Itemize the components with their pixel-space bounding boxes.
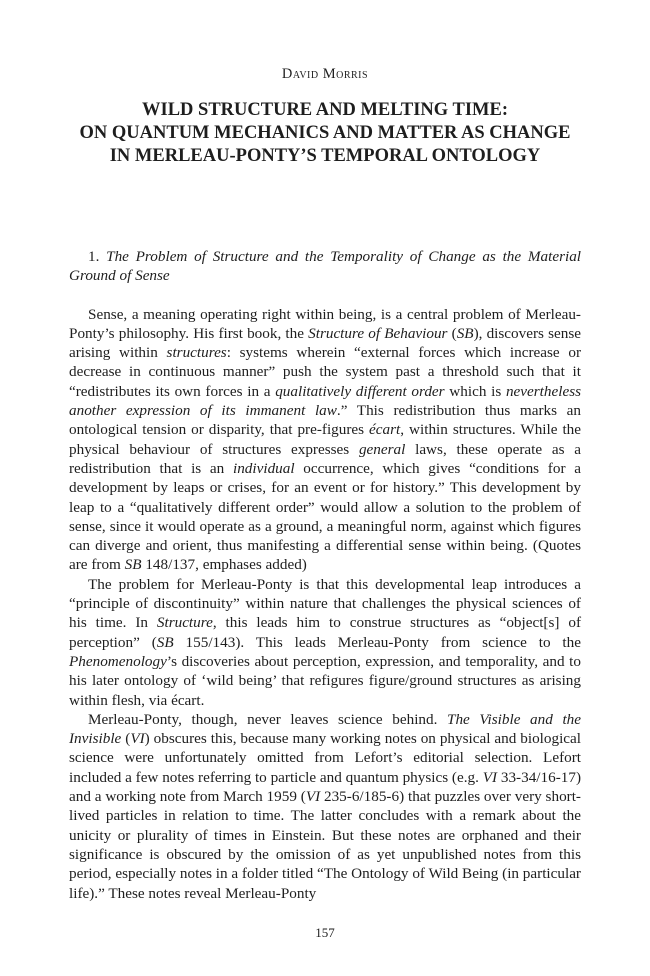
text-run: : systems wherein “external forces which increase or decrease in continuous manner” push the system past a threshold such that it “redistributes its own forces in a xyxy=(69,344,582,400)
italic-run: general xyxy=(358,440,406,458)
italic-run: SB xyxy=(456,324,474,342)
italic-run: The Visible and the Invisible xyxy=(69,710,581,748)
text-run: , within structures. While the physical behaviour of structures expresses xyxy=(69,421,581,458)
paragraph xyxy=(69,710,581,903)
article-title xyxy=(69,99,581,168)
italic-run: Phenomenology xyxy=(69,652,167,670)
author-name: David Morris xyxy=(281,66,369,82)
italic-run: nevertheless another expression of its immanent law xyxy=(69,382,582,420)
text-run: ), discovers sense arising within xyxy=(69,324,581,362)
text-run: ( xyxy=(447,324,457,342)
page-number: 157 xyxy=(315,925,335,940)
text-run: ’s discoveries about perception, expression, and temporality, and to his later ontology of ‘wild being’ that refigures figure/ground structures as arising within flesh, via écart. xyxy=(69,652,581,709)
italic-run: Structure of Behaviour xyxy=(308,324,448,342)
italic-run: Structure xyxy=(156,614,213,632)
text-run: 33-34/16-17) and a working note from March 1959 ( xyxy=(69,768,582,806)
paragraph xyxy=(69,575,581,710)
text-run: Sense, a meaning operating right within being, is a central problem of Merleau-Ponty’s philosophy. His first book, the xyxy=(69,305,581,342)
text-run: 235-6/185-6) that puzzles over very short-lived particles in relation to time. The latter concludes with a remark about the unicity or plurality of times in Einstein. But these notes are orphaned and their significance is obscured by the omission of as yet unpublished notes from this period, especially notes in a folder titled “The Ontology of Wild Being (in particular life).” These notes reveal Merleau-Ponty xyxy=(69,788,581,902)
italic-run: qualitatively different order xyxy=(275,382,445,400)
italic-run: SB xyxy=(156,633,174,651)
italic-run: écart xyxy=(369,421,401,439)
text-run: , this leads him to construe structures as “object[s] of perception” ( xyxy=(69,614,581,651)
text-run: The problem for Merleau-Ponty is that this developmental leap introduces a “principle of discontinuity” within nature that challenges the physical sciences of his time. In xyxy=(69,575,581,632)
section-heading xyxy=(69,247,581,286)
text-run: 148/137, emphases added) xyxy=(141,556,307,574)
section-title: The Problem of Structure and the Temporality of Change as the Material Ground of Sense xyxy=(69,248,582,285)
paragraph xyxy=(69,305,581,575)
italic-run: SB xyxy=(124,556,142,574)
text-run: Merleau-Ponty, though, never leaves science behind. xyxy=(88,710,448,728)
title-line: ON QUANTUM MECHANICS AND MATTER AS CHANGE xyxy=(79,123,571,143)
text-run: ) obscures this, because many working notes on physical and biological science were unfortunately omitted from Lefort’s editorial selection. Lefort included a few notes referring to particle and quantum physics (e.g. xyxy=(69,730,582,786)
italic-run: individual xyxy=(232,459,295,477)
text-run: laws, these operate as a redistribution that is an xyxy=(69,440,581,477)
text-run: 155/143). This leads Merleau-Ponty from science to the xyxy=(173,633,581,651)
title-line: IN MERLEAU-PONTY’S TEMPORAL ONTOLOGY xyxy=(109,146,541,166)
italic-run: structures xyxy=(166,344,227,362)
page xyxy=(69,0,581,976)
text-run: .” This redistribution thus marks an ontological tension or disparity, that pre-figures xyxy=(69,402,581,439)
text-run: which is xyxy=(444,382,506,400)
italic-run: VI xyxy=(130,730,145,748)
italic-run: VI xyxy=(305,788,321,806)
article-body xyxy=(69,247,581,903)
title-line: WILD STRUCTURE AND MELTING TIME: xyxy=(142,100,508,120)
section-number: 1. xyxy=(88,248,107,265)
text-run: ( xyxy=(121,730,131,748)
italic-run: VI xyxy=(482,768,498,786)
text-run: occurrence, which gives “conditions for a development by leaps or crises, for an event or for history.” This development by leap to a “qualitatively different order” would allow a solution to the problem of sense, since it would operate as a ground, a meaningful norm, against which figures can diverge and orient, thus manifesting a differential sense within being. (Quotes are from xyxy=(69,459,581,574)
